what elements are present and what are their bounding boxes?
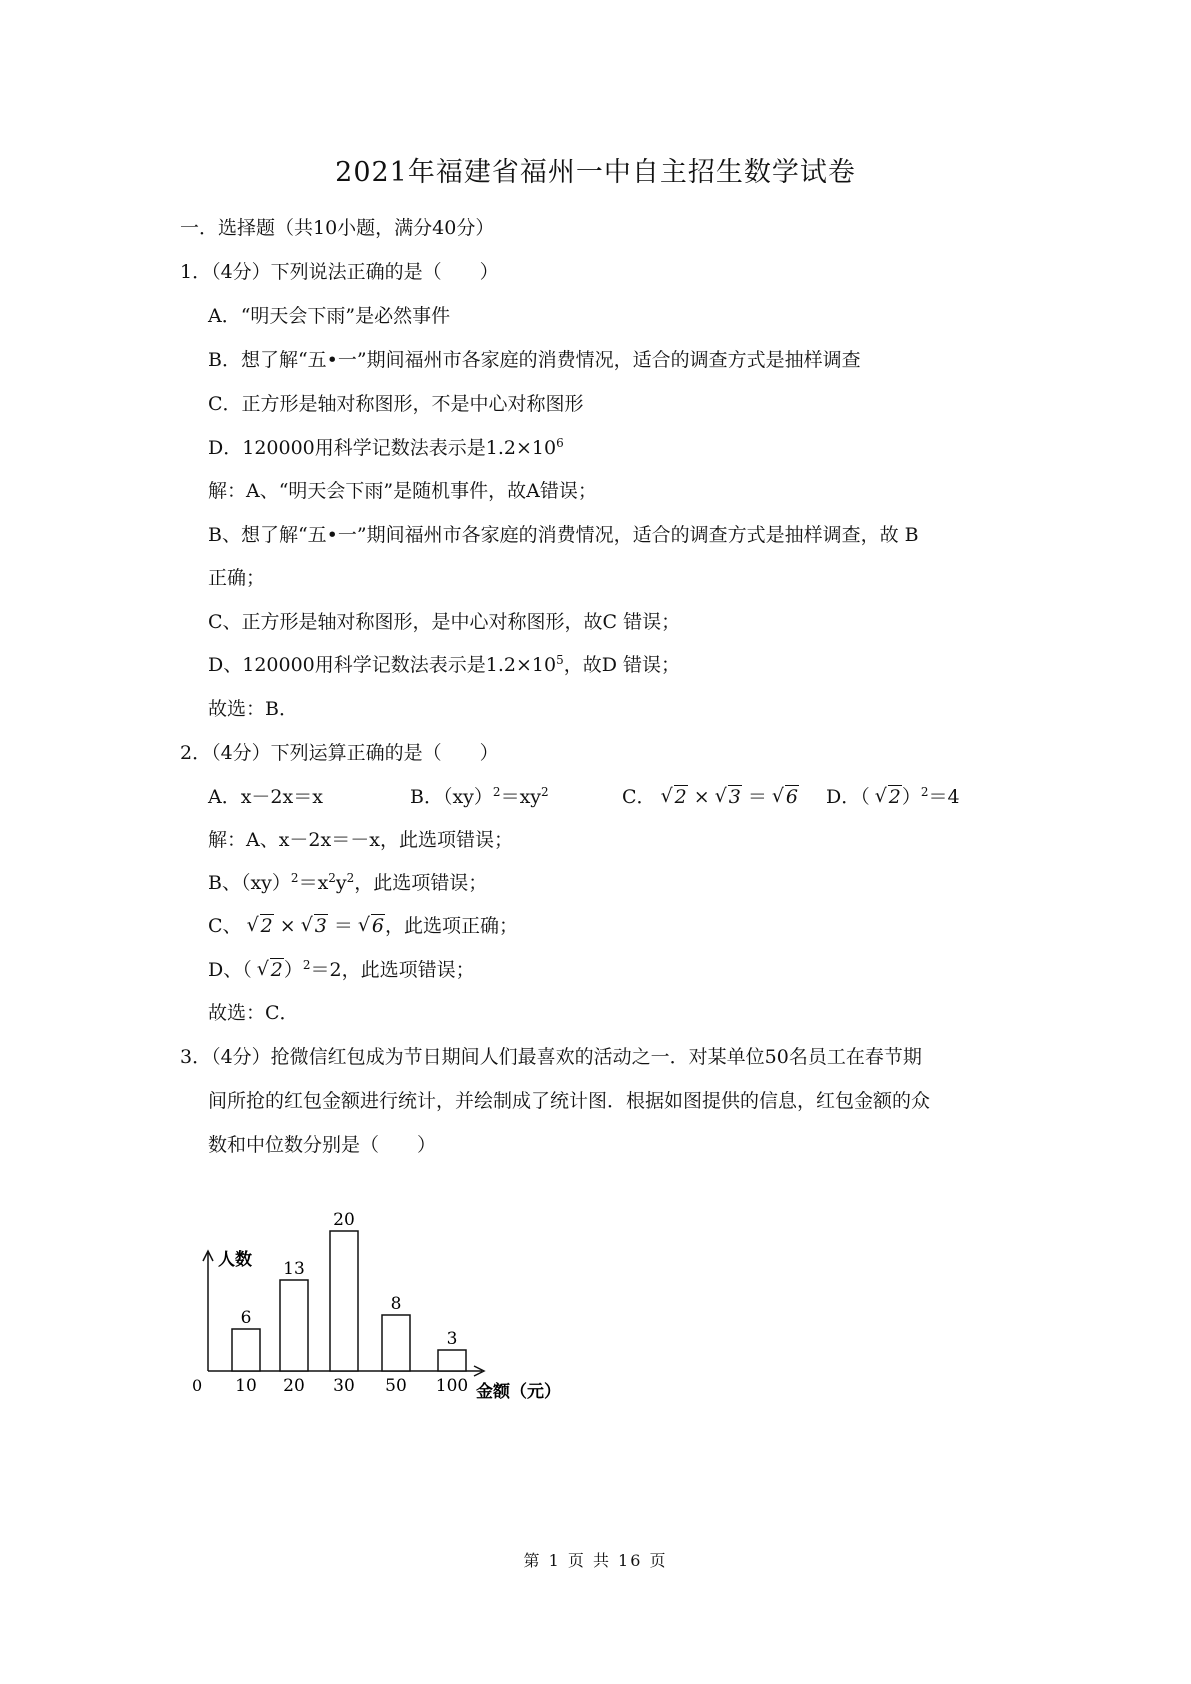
- q1-option-d: [208, 433, 564, 460]
- q2-solution-a: 解：A、x－2x＝－x，此选项错误；: [208, 829, 513, 851]
- q1-answer: 故选：B．: [208, 698, 298, 720]
- q2-option-d-label: D．（: [826, 786, 870, 808]
- bar-100: [438, 1350, 466, 1371]
- page-title: 2021年福建省福州一中自主招生数学试卷: [335, 157, 856, 188]
- q2-option-b-text: B．（xy）: [410, 786, 493, 808]
- sqrt-6-radicand: 6: [785, 786, 798, 808]
- q2-solution-b-exp3: 2: [346, 871, 355, 885]
- q2-solution-b-y: y: [335, 872, 347, 894]
- bar-30: [330, 1231, 358, 1371]
- equals-sign: ＝: [747, 786, 767, 808]
- q1-solution-d-text: D、120000用科学记数法表示是1.2×10: [208, 654, 557, 676]
- q2-solution-d-exp: 2: [302, 958, 311, 972]
- q2-option-c-label: C．: [622, 786, 656, 808]
- sqrt-6: [776, 786, 799, 808]
- q1-solution-c: C、正方形是轴对称图形，是中心对称图形，故C 错误；: [208, 611, 681, 633]
- page-footer: 第 1 页 共 16 页: [523, 1551, 668, 1570]
- q1-solution-d-tail: ，故D 错误；: [563, 654, 680, 676]
- q2-option-a: A．x－2x＝x: [208, 786, 323, 808]
- q2-option-d-tail: ＝4: [928, 786, 960, 808]
- times-sign: ×: [279, 915, 296, 937]
- q2-solution-b-tail: ，此选项错误；: [354, 872, 488, 894]
- q3-stem-1: 3．（4分）抢微信红包成为节日期间人们最喜欢的活动之一．对某单位50名员工在春节期: [180, 1046, 922, 1068]
- sqrt-3-radicand: 3: [728, 786, 741, 808]
- sqrt-3: [305, 915, 328, 937]
- equals-sign: ＝: [333, 915, 353, 937]
- origin-label: 0: [192, 1376, 203, 1395]
- q2-solution-c-tail: ，此选项正确；: [385, 915, 519, 937]
- y-axis-label: 人数: [218, 1250, 252, 1270]
- bar-value-label-20: 13: [283, 1259, 305, 1279]
- q1-solution-b-2: 正确；: [208, 567, 266, 589]
- q2-solution-b-exp2: 2: [328, 871, 336, 885]
- x-tick-label-20: 20: [283, 1376, 305, 1396]
- q3-stem-2: 间所抢的红包金额进行统计，并绘制成了统计图．根据如图提供的信息，红包金额的众: [208, 1090, 931, 1112]
- q1-solution-b-1: B、想了解“五•一”期间福州市各家庭的消费情况，适合的调查方式是抽样调查，故 B: [208, 524, 919, 546]
- q1-option-d-exp: 6: [556, 436, 564, 450]
- q2-solution-d-label: D、（: [208, 959, 252, 981]
- q1-stem: 1．（4分）下列说法正确的是（ ）: [180, 261, 499, 283]
- q1-option-a: A．“明天会下雨”是必然事件: [208, 305, 451, 327]
- q2-solution-c-label: C、: [208, 915, 242, 937]
- x-tick-label-30: 30: [333, 1376, 355, 1396]
- bar-value-label-50: 8: [390, 1294, 402, 1314]
- bar-chart: [190, 1210, 630, 1420]
- sqrt-2: [261, 959, 284, 981]
- sqrt-2: [251, 915, 274, 937]
- bar-20: [280, 1280, 308, 1371]
- close-paren: ）: [283, 959, 303, 981]
- q2-option-b-exp2: 2: [541, 785, 549, 799]
- sqrt-2-radicand: 2: [888, 786, 901, 808]
- q1-solution-d-exp: 5: [556, 653, 564, 667]
- q2-stem: 2．（4分）下列运算正确的是（ ）: [180, 742, 499, 764]
- q2-solution-d-tail: ＝2，此选项错误；: [310, 959, 475, 981]
- section-heading: 一．选择题（共10小题，满分40分）: [180, 217, 495, 239]
- bar-50: [382, 1315, 410, 1371]
- close-paren: ）: [901, 786, 921, 808]
- q1-option-c: C．正方形是轴对称图形，不是中心对称图形: [208, 393, 584, 415]
- q3-stem-3: 数和中位数分别是（ ）: [208, 1134, 437, 1156]
- bar-10: [232, 1329, 260, 1371]
- q1-option-d-text: D．120000用科学记数法表示是1.2×10: [208, 437, 557, 459]
- x-tick-label-100: 100: [435, 1376, 469, 1396]
- q2-option-b: [410, 782, 549, 809]
- bar-value-label-10: 6: [240, 1308, 252, 1328]
- times-sign: ×: [693, 786, 710, 808]
- sqrt-6-radicand: 6: [371, 915, 384, 937]
- q2-solution-b: [208, 868, 487, 895]
- q2-option-b-mid: ＝xy: [500, 786, 542, 808]
- sqrt-2: [665, 786, 688, 808]
- q1-solution-d: [208, 650, 680, 677]
- x-tick-label-10: 10: [235, 1376, 257, 1396]
- q1-solution-a: 解：A、“明天会下雨”是随机事件，故A错误；: [208, 480, 597, 502]
- q2-solution-b-text: B、（xy）: [208, 872, 291, 894]
- bar-value-label-100: 3: [446, 1329, 458, 1349]
- q2-option-c: [622, 782, 799, 809]
- q2-solution-c: [208, 911, 518, 938]
- q2-answer: 故选：C．: [208, 1002, 299, 1024]
- q2-option-b-exp1: 2: [492, 785, 501, 799]
- x-axis-label: 金额（元）: [476, 1382, 561, 1402]
- sqrt-2: [879, 786, 902, 808]
- q1-option-b: B．想了解“五•一”期间福州市各家庭的消费情况，适合的调查方式是抽样调查: [208, 349, 861, 371]
- sqrt-2-radicand: 2: [270, 959, 283, 981]
- sqrt-3-radicand: 3: [314, 915, 327, 937]
- q2-option-d-exp: 2: [920, 785, 929, 799]
- sqrt-2-radicand: 2: [674, 786, 687, 808]
- q2-option-d: [826, 782, 960, 809]
- bar-value-label-30: 20: [333, 1210, 355, 1230]
- q2-solution-b-exp1: 2: [290, 871, 299, 885]
- sqrt-6: [362, 915, 385, 937]
- sqrt-3: [719, 786, 742, 808]
- q2-solution-d: [208, 955, 475, 982]
- q2-solution-b-mid: ＝x: [298, 872, 329, 894]
- sqrt-2-radicand: 2: [260, 915, 273, 937]
- x-tick-label-50: 50: [385, 1376, 407, 1396]
